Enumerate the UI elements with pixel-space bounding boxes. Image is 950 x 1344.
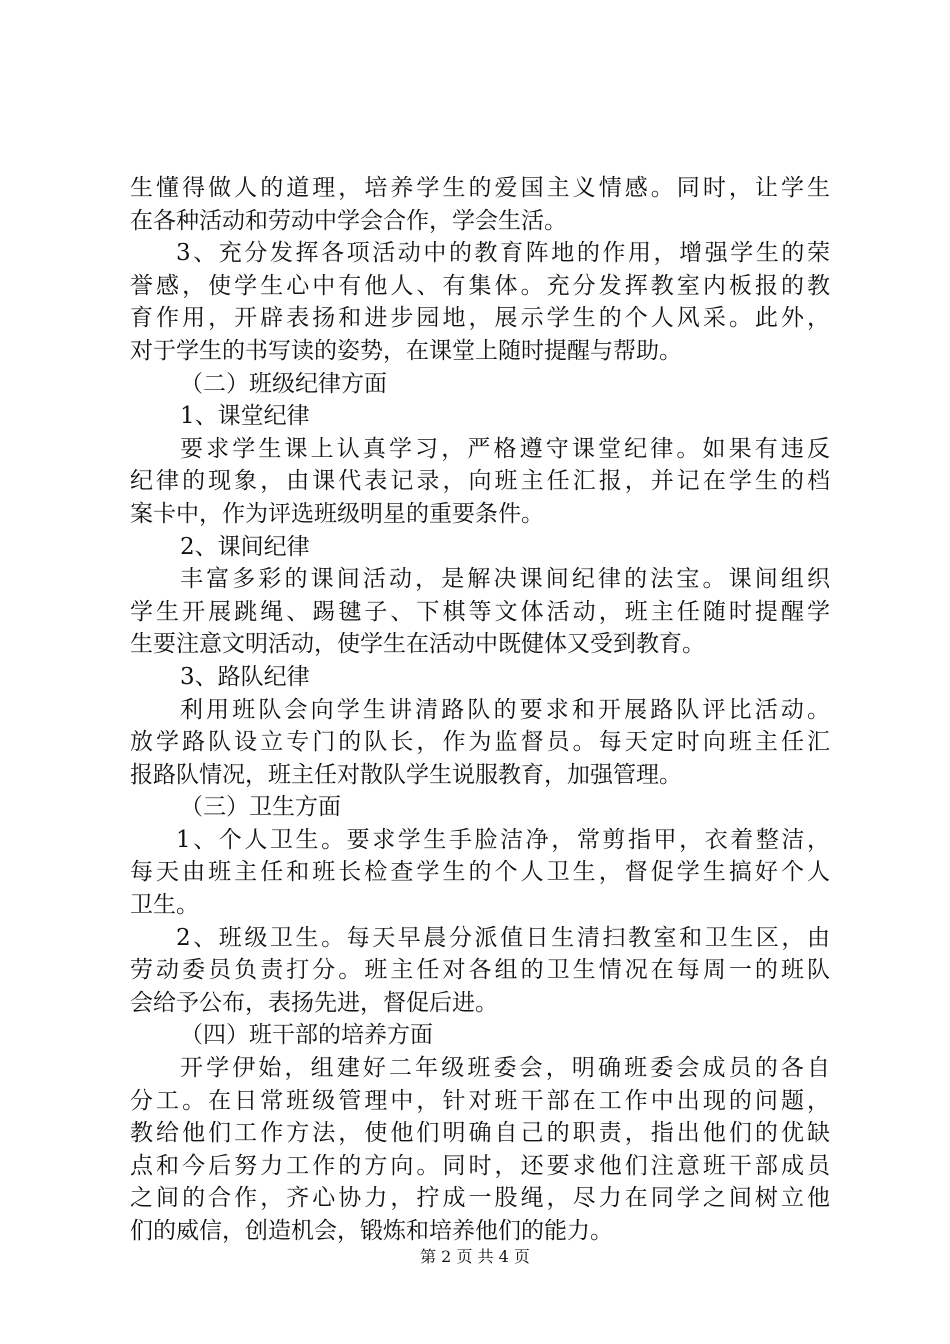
paragraph-line: 3、充分发挥各项活动中的教育阵地的作用，增强学生的荣 xyxy=(176,240,830,267)
paragraph-line: 生懂得做人的道理，培养学生的爱国主义情感。同时，让学生 xyxy=(130,175,830,201)
paragraph-line: 纪律的现象，由课代表记录，向班主任汇报，并记在学生的档 xyxy=(130,468,830,495)
paragraph-line: 育作用，开辟表扬和进步园地，展示学生的个人风采。此外， xyxy=(130,305,830,332)
paragraph-line: 1、个人卫生。要求学生手脸洁净，常剪指甲，衣着整洁， xyxy=(176,826,830,853)
paragraph-line: 生要注意文明活动，使学生在活动中既健体又受到教育。 xyxy=(130,631,705,658)
subsection-heading: 2、课间纪律 xyxy=(180,533,310,560)
paragraph-line: 会给予公布，表扬先进，督促后进。 xyxy=(130,989,498,1016)
paragraph-line: 点和今后努力工作的方向。同时，还要求他们注意班干部成员 xyxy=(130,1152,830,1179)
section-heading: （三）卫生方面 xyxy=(180,794,341,821)
paragraph-line: 誉感，使学生心中有他人、有集体。充分发挥教室内板报的教 xyxy=(130,272,830,299)
paragraph-line: 之间的合作，齐心协力，拧成一股绳，尽力在同学之间树立他 xyxy=(130,1185,830,1212)
paragraph-line: 教给他们工作方法，使他们明确自己的职责，指出他们的优缺 xyxy=(130,1120,830,1147)
paragraph-line: 学生开展跳绳、踢毽子、下棋等文体活动，班主任随时提醒学 xyxy=(130,598,830,625)
paragraph-line: 2、班级卫生。每天早晨分派值日生清扫教室和卫生区，由 xyxy=(176,924,830,951)
paragraph-line: 劳动委员负责打分。班主任对各组的卫生情况在每周一的班队 xyxy=(130,957,830,984)
paragraph-line: 卫生。 xyxy=(130,892,199,919)
page-number-footer: 第 2 页 共 4 页 xyxy=(420,1247,530,1266)
section-heading: （二）班级纪律方面 xyxy=(180,370,387,397)
section-heading: （四）班干部的培养方面 xyxy=(180,1022,433,1049)
paragraph-line: 放学路队设立专门的队长，作为监督员。每天定时向班主任汇 xyxy=(130,729,830,756)
paragraph-line: 利用班队会向学生讲清路队的要求和开展路队评比活动。 xyxy=(180,696,830,723)
subsection-heading: 1、课堂纪律 xyxy=(180,403,310,430)
paragraph-line: 开学伊始，组建好二年级班委会，明确班委会成员的各自 xyxy=(180,1055,830,1082)
paragraph-line: 每天由班主任和班长检查学生的个人卫生，督促学生搞好个人 xyxy=(130,859,830,886)
subsection-heading: 3、路队纪律 xyxy=(180,663,310,690)
paragraph-line: 分工。在日常班级管理中，针对班干部在工作中出现的问题， xyxy=(130,1087,830,1114)
paragraph-line: 报路队情况，班主任对散队学生说服教育，加强管理。 xyxy=(130,761,682,788)
paragraph-line: 丰富多彩的课间活动，是解决课间纪律的法宝。课间组织 xyxy=(180,566,830,593)
paragraph-line: 对于学生的书写读的姿势，在课堂上随时提醒与帮助。 xyxy=(130,337,682,364)
paragraph-line: 要求学生课上认真学习，严格遵守课堂纪律。如果有违反 xyxy=(180,435,830,462)
paragraph-line: 们的威信，创造机会，锻炼和培养他们的能力。 xyxy=(130,1218,613,1244)
paragraph-line: 案卡中，作为评选班级明星的重要条件。 xyxy=(130,500,544,527)
paragraph-line: 在各种活动和劳动中学会合作，学会生活。 xyxy=(130,207,567,234)
document-body xyxy=(130,172,830,1248)
